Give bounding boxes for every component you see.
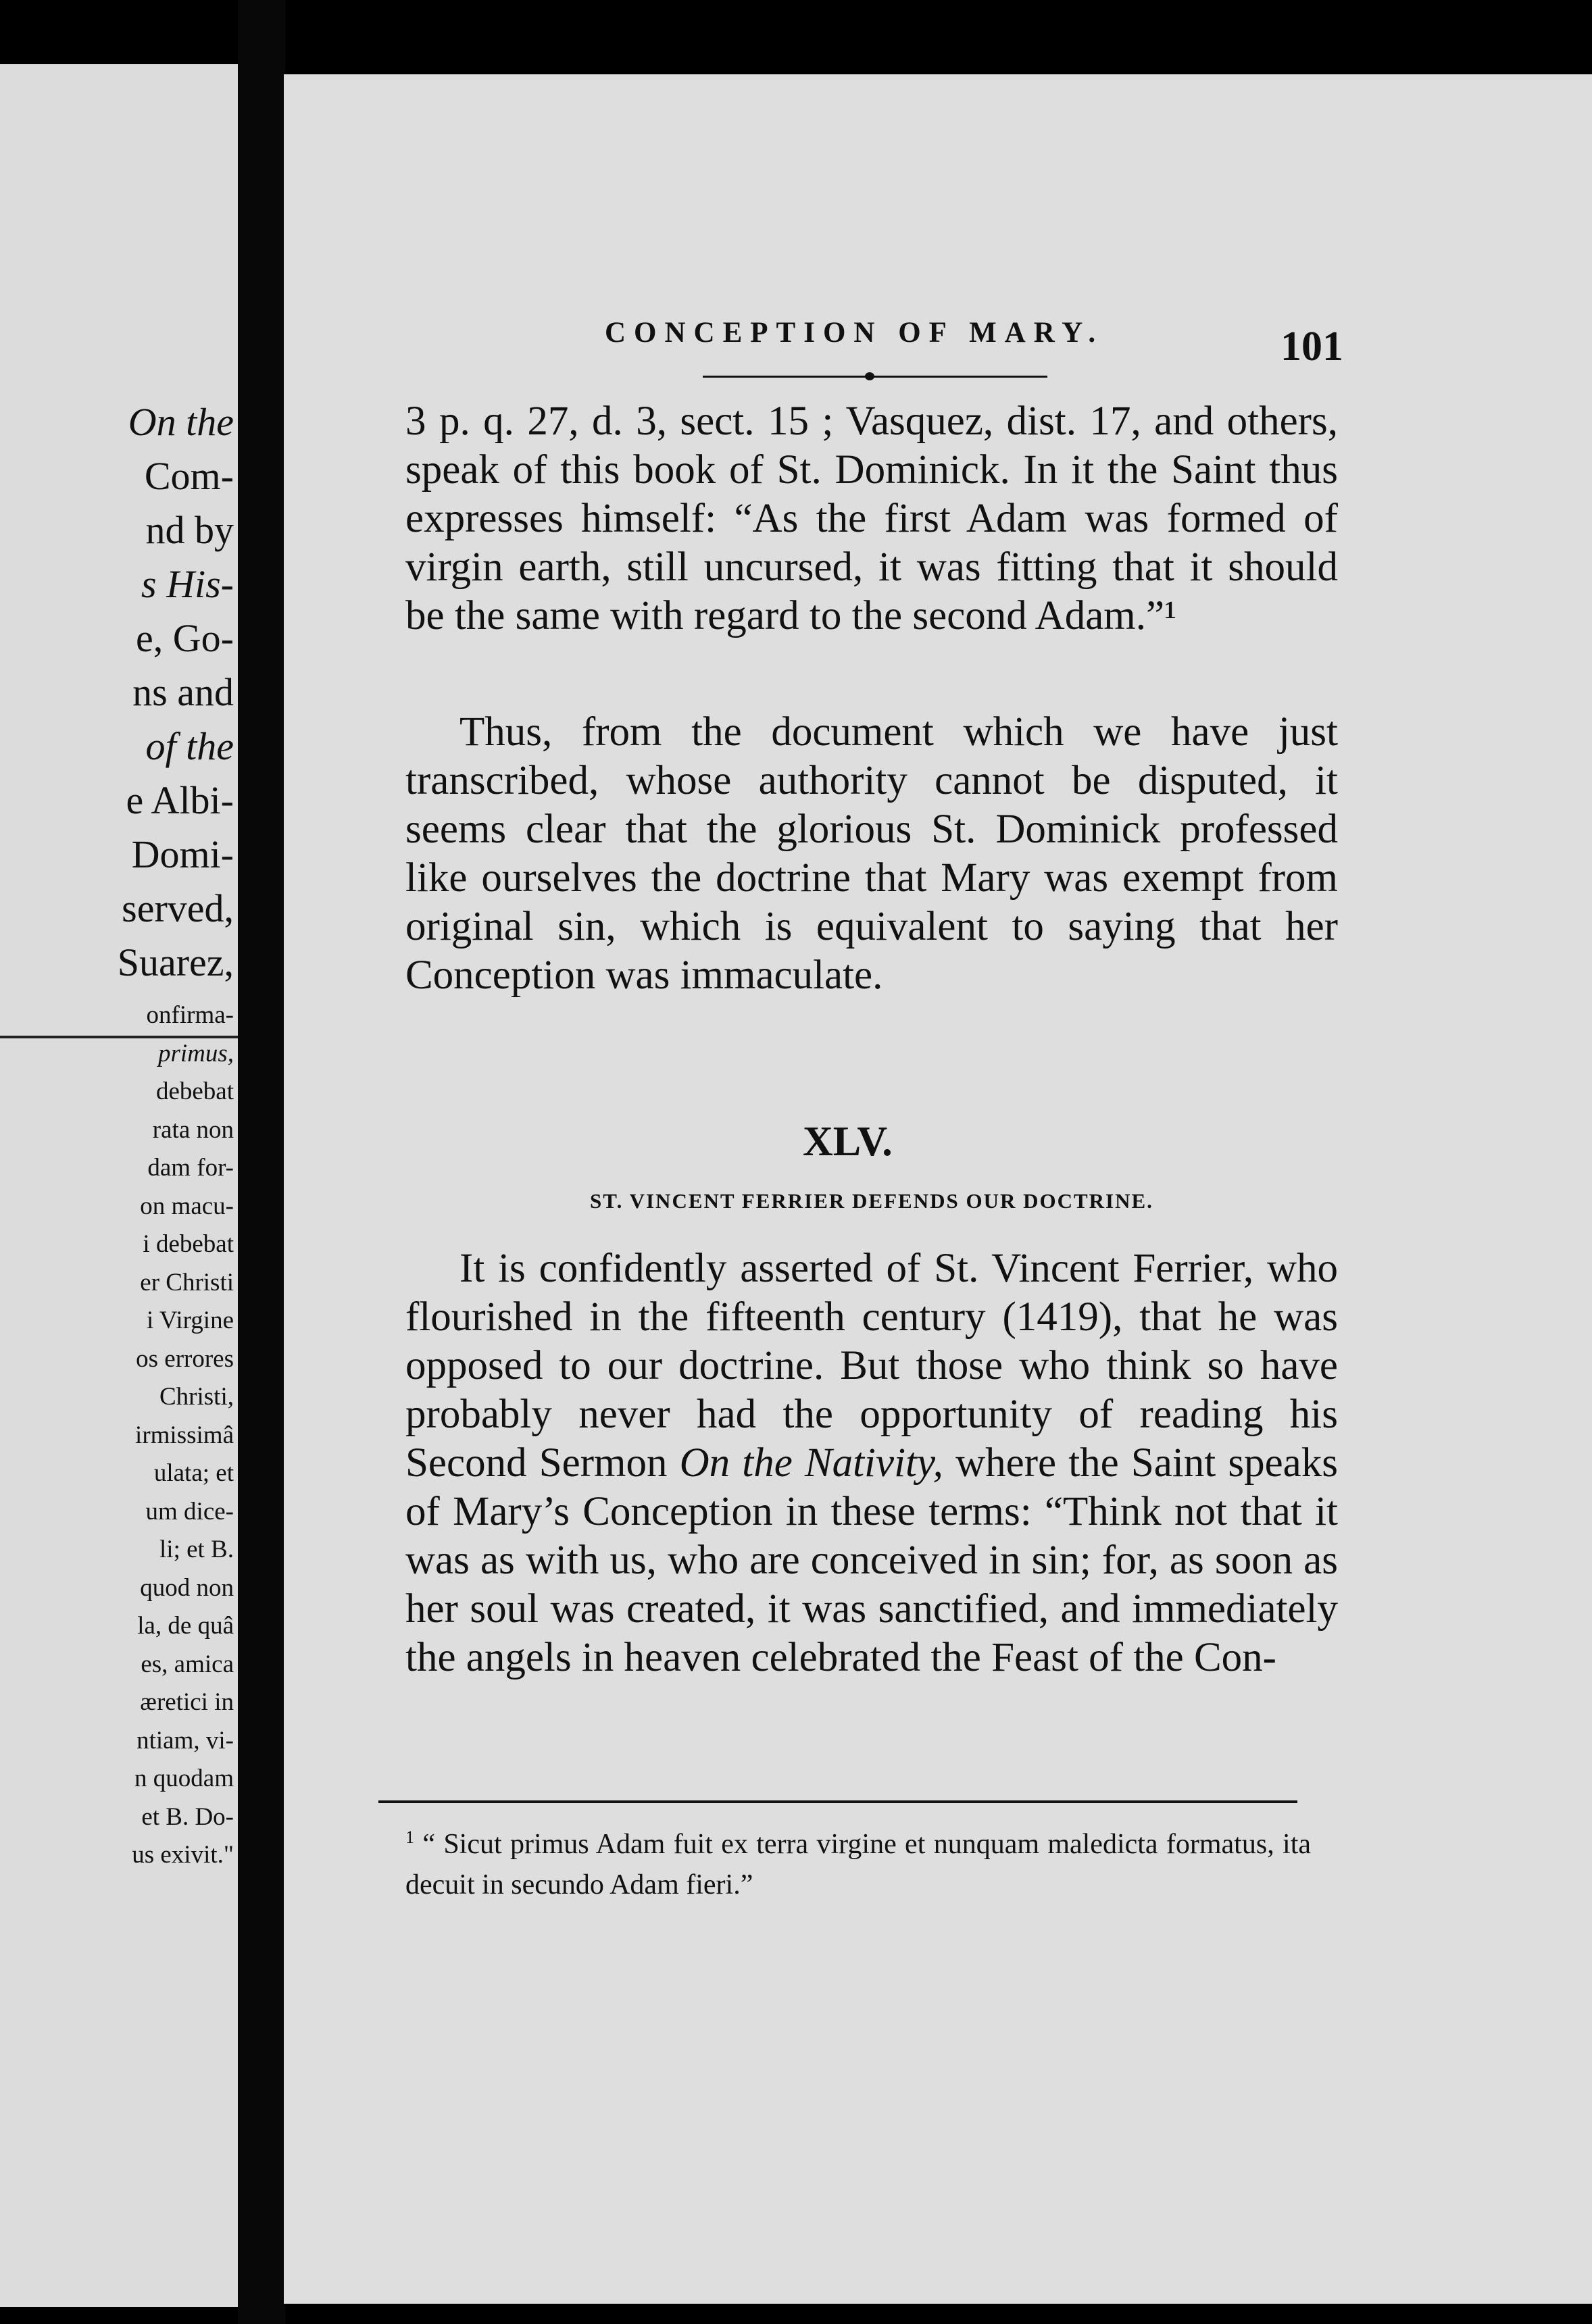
head-rule-ornament [703,376,1047,378]
paragraph-3-part-a: It is confidently asserted of St. Vincent Ferrier, who flourished in the fifteenth century (1419), that he was opposed to our doctrine. But those who think so have probably never had the opportunity of reading his Second Sermon [405,1246,1338,1486]
left-footnote-line: os errores [136,1344,234,1373]
left-footnote-line: ntiam, vi- [136,1726,234,1754]
page-number: 101 [1280,324,1343,370]
left-footnote-line: on macu- [140,1192,234,1220]
paragraph-3-part-b: where the Saint speaks of Mary’s Conception in these terms: “Think not that it was as with us, who are conceived in sin; for, as soon as her soul was created, it was sanctified, and immediately the angels in heaven celebrated the Feast of the Con- [405,1440,1338,1680]
footnote [405,1817,1311,1905]
left-footnote-line: la, de quâ [137,1612,234,1640]
left-page-line: e, Go- [136,616,234,660]
left-page-line: Suarez, [117,940,234,984]
left-page-line: of the [145,724,234,768]
left-footnote-line: Christi, [159,1383,234,1411]
left-footnote-line: li; et B. [159,1536,234,1563]
paragraph-continuation [405,397,1338,640]
left-page-line: ns and [132,670,234,714]
left-footnote-line: um dice- [145,1497,234,1525]
left-page-line: Com- [144,454,234,498]
left-page-line: e Albi- [126,778,234,822]
left-footnote-line: ulata; et [153,1459,234,1487]
sermon-title: On the Nativity, [679,1440,943,1486]
footnote-marker: 1 [405,1827,414,1847]
footnote-text: “ Sicut primus Adam fuit ex terra virgine et nunquam maledicta formatus, ita decuit in secundo Adam fieri.” [405,1829,1312,1900]
left-page-line: Domi- [131,832,234,876]
left-footnote-line: quod non [140,1573,234,1602]
section-number: XLV. [803,1119,893,1165]
left-footnote-line: i Virgine [147,1307,234,1334]
left-footnote-line: primus, [157,1039,234,1067]
left-footnote-line: æretici in [140,1688,234,1716]
left-footnote-line: irmissimâ [135,1421,234,1449]
paragraph-block-2 [405,708,1338,1000]
running-head: CONCEPTION OF MARY. [605,317,1104,349]
book-gutter [238,0,285,2324]
left-page-line: served, [122,886,234,930]
section-title: ST. VINCENT FERRIER DEFENDS OUR DOCTRINE. [590,1189,1153,1213]
left-footnote-line: debebat [155,1078,234,1105]
paragraph-2: Thus, from the document which we have just transcribed, whose authority cannot be disputed, it seems clear that the glorious St. Dominick professed like ourselves the doctrine that Mary was exempt from original sin, which is equivalent to saying that her Conception was immaculate. [405,709,1338,998]
paragraph-1: 3 p. q. 27, d. 3, sect. 15 ; Vasquez, dist. 17, and others, speak of this book of St. Dominick. In it the Saint thus expresses himself: “As the first Adam was formed of virgin earth, still uncursed, it was fitting that it should be the same with regard to the second Adam.”¹ [405,399,1338,638]
footnote-rule [378,1800,1297,1803]
left-footnote-line: es, amica [141,1650,234,1678]
left-footnote-line: dam for- [147,1154,234,1182]
left-page-line: s His- [141,562,234,606]
left-page-strip [0,64,238,2307]
left-footnote-line: et B. Do- [141,1802,234,1831]
left-footnote-line: us exivit." [132,1841,234,1869]
paragraph-block-3 [405,1244,1338,1682]
paragraph-3 [405,1244,1338,1682]
left-footnote-line: i debebat [143,1230,234,1258]
left-footnote-line: n quodam [134,1765,234,1792]
left-footnote-line: onfirma- [146,1001,234,1029]
left-page-line: nd by [145,508,234,552]
left-footnote-line: rata non [152,1115,234,1144]
left-page-line: On the [128,400,234,444]
left-footnote-line: er Christi [140,1268,234,1296]
